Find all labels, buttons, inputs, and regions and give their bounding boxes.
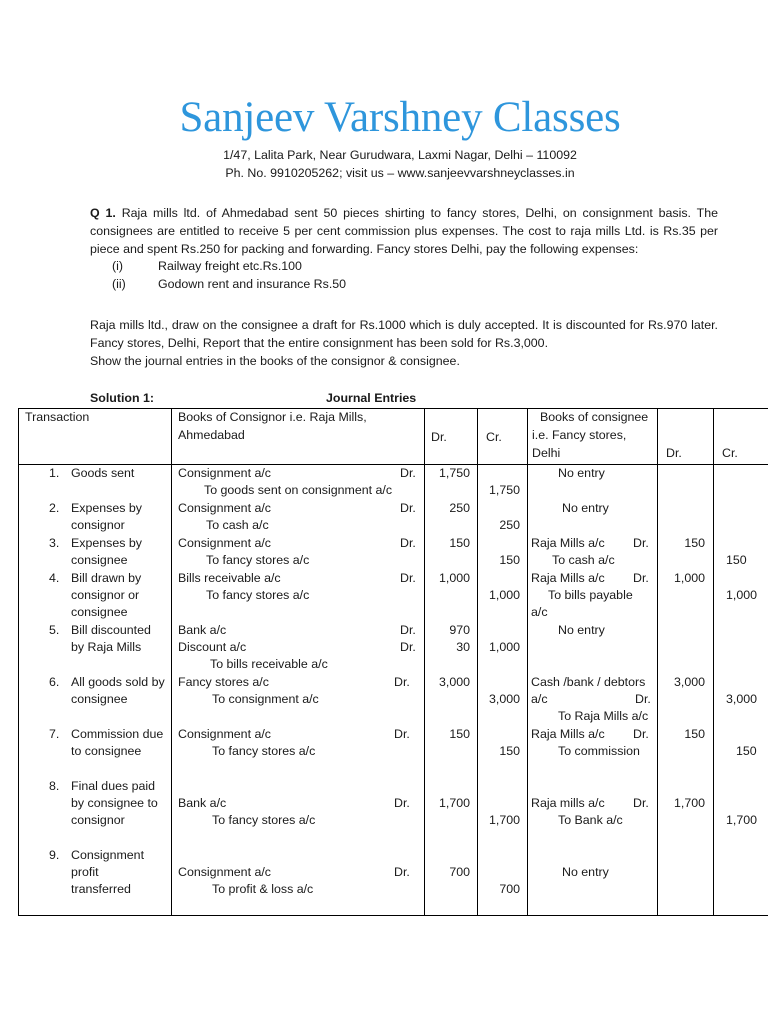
dr-marker: Dr.: [400, 466, 416, 480]
dr-marker: Dr.: [635, 692, 651, 706]
transaction-label: consignor or: [71, 588, 140, 602]
debit-account: Raja Mills a/c: [531, 536, 605, 550]
dr-marker: Dr.: [633, 536, 649, 550]
transaction-label: Expenses by: [71, 536, 142, 550]
row-number: 6.: [49, 675, 60, 689]
credit-account: To commission: [558, 744, 640, 758]
transaction-label: Expenses by: [71, 501, 142, 515]
dr-amount: 250: [449, 501, 470, 515]
solution-label: Solution 1:: [90, 391, 155, 405]
row-number: 8.: [49, 779, 60, 793]
debit-account: Consignment a/c: [178, 501, 271, 515]
header-consignee: Delhi: [532, 446, 561, 460]
row-number: 2.: [49, 501, 60, 515]
header-cr: Cr.: [722, 446, 738, 460]
cr-amount: 3,000: [726, 692, 758, 706]
cr-amount: 150: [736, 744, 757, 758]
credit-account: To bills payable: [548, 588, 633, 602]
list-item-num: (i): [112, 259, 124, 273]
consignor-cr-column: [478, 465, 527, 915]
credit-account: To profit & loss a/c: [212, 882, 314, 896]
debit-account: Consignment a/c: [178, 466, 271, 480]
dr-marker: Dr.: [394, 796, 410, 810]
dr-amount: 30: [456, 640, 470, 654]
transaction-label: consignee: [71, 605, 128, 619]
journal-table: [18, 408, 768, 916]
dr-amount: 1,000: [438, 571, 470, 585]
dr-amount: 700: [449, 865, 470, 879]
cr-amount: 150: [499, 553, 520, 567]
transaction-label: All goods sold by: [71, 675, 165, 689]
debit-account: Consignment a/c: [178, 536, 271, 550]
dr-marker: Dr.: [400, 501, 416, 515]
consignee-cr-column: [714, 465, 768, 915]
credit-account: To consignment a/c: [212, 692, 319, 706]
no-entry: No entry: [558, 623, 605, 637]
credit-account: To fancy stores a/c: [206, 588, 310, 602]
transaction-label: profit: [71, 865, 99, 879]
credit-account: To bills receivable a/c: [210, 657, 328, 671]
debit-account: Consignment a/c: [178, 865, 271, 879]
dr-marker: Dr.: [394, 675, 410, 689]
debit-account: a/c: [531, 692, 548, 706]
dr-marker: Dr.: [633, 727, 649, 741]
header-consignor: Ahmedabad: [178, 428, 245, 442]
transaction-label: consignee: [71, 692, 128, 706]
cr-amount: 150: [499, 744, 520, 758]
cr-amount: 3,000: [488, 692, 520, 706]
contact-info: Ph. No. 9910205262; visit us – www.sanjeevvarshneyclasses.in: [225, 166, 575, 180]
row-number: 5.: [49, 623, 60, 637]
row-number: 7.: [49, 727, 60, 741]
debit-account: Fancy stores a/c: [178, 675, 269, 689]
consignor-dr-column: [425, 465, 477, 915]
credit-account: To Raja Mills a/c: [558, 709, 649, 723]
page-title: Sanjeev Varshney Classes: [179, 94, 621, 141]
dr-amount: 150: [449, 536, 470, 550]
debit-account: Discount a/c: [178, 640, 247, 654]
row-number: 4.: [49, 571, 60, 585]
dr-marker: Dr.: [400, 536, 416, 550]
dr-marker: Dr.: [394, 727, 410, 741]
credit-account: To Bank a/c: [558, 813, 623, 827]
journal-heading: Journal Entries: [326, 391, 417, 405]
credit-account: To goods sent on consignment a/c: [204, 483, 393, 497]
header-consignee: Books of consignee: [540, 410, 649, 424]
dr-amount: 3,000: [438, 675, 470, 689]
cr-amount: 1,700: [488, 813, 520, 827]
cr-amount: 250: [499, 518, 520, 532]
row-number: 3.: [49, 536, 60, 550]
question-paragraph-2: Raja mills ltd., draw on the consignee a draft for Rs.1000 which is duly accepted. It is discounted for Rs.970 later. Fancy stores, Delhi, Report that the entire consignment has been sold for Rs.3,000.: [90, 318, 718, 350]
list-item: Railway freight etc.Rs.100: [158, 259, 302, 273]
question-label: Q 1.: [90, 206, 116, 220]
transaction-label: Commission due: [71, 727, 164, 741]
no-entry: No entry: [562, 501, 609, 515]
header-consignor: Books of Consignor i.e. Raja Mills,: [178, 410, 367, 424]
cr-amount: 1,000: [726, 588, 758, 602]
debit-account: Consignment a/c: [178, 727, 271, 741]
dr-amount: 150: [449, 727, 470, 741]
debit-account: Bank a/c: [178, 623, 227, 637]
dr-marker: Dr.: [394, 865, 410, 879]
consignee-entries: [528, 465, 657, 915]
header-cr: Cr.: [486, 430, 502, 444]
dr-marker: Dr.: [400, 571, 416, 585]
question-text: Raja mills ltd. of Ahmedabad sent 50 pieces shirting to fancy stores, Delhi, on consignment basis. The consignees are entitled to receive 5 per cent commission plus expenses. The cost to raja mills Ltd. is Rs.35 per piece and spent Rs.250 for packing and forwarding. Fancy stores Delhi, pay the following expenses:: [90, 206, 718, 256]
header-consignee: i.e. Fancy stores,: [532, 428, 627, 442]
transaction-label: Goods sent: [71, 466, 135, 480]
list-item: Godown rent and insurance Rs.50: [158, 277, 347, 291]
transaction-label: Final dues paid: [71, 779, 156, 793]
credit-account: To fancy stores a/c: [206, 553, 310, 567]
dr-amount: 150: [684, 536, 705, 550]
cr-amount: 150: [726, 553, 747, 567]
debit-account: Raja mills a/c: [531, 796, 605, 810]
transaction-column: [19, 465, 171, 915]
cr-amount: 1,000: [488, 588, 520, 602]
transaction-label: consignor: [71, 518, 125, 532]
dr-amount: 150: [684, 727, 705, 741]
no-entry: No entry: [558, 466, 605, 480]
dr-marker: Dr.: [400, 623, 416, 637]
credit-account: To cash a/c: [206, 518, 269, 532]
debit-account: Cash /bank / debtors: [531, 675, 646, 689]
consignee-dr-column: [658, 465, 713, 915]
credit-account: To cash a/c: [552, 553, 615, 567]
transaction-label: Consignment: [71, 848, 145, 862]
transaction-label: to consignee: [71, 744, 142, 758]
debit-account: Bank a/c: [178, 796, 227, 810]
transaction-label: by consignee to: [71, 796, 158, 810]
header-dr: Dr.: [666, 446, 682, 460]
debit-account: Raja Mills a/c: [531, 727, 605, 741]
header-dr: Dr.: [431, 430, 447, 444]
debit-account: Bills receivable a/c: [178, 571, 281, 585]
row-number: 1.: [49, 466, 60, 480]
transaction-label: Bill drawn by: [71, 571, 142, 585]
no-entry: No entry: [562, 865, 609, 879]
list-item-num: (ii): [112, 277, 126, 291]
credit-account: To fancy stores a/c: [212, 813, 316, 827]
credit-account: a/c: [531, 605, 548, 619]
dr-amount: 1,700: [673, 796, 705, 810]
transaction-label: consignor: [71, 813, 125, 827]
question-paragraph-3: Show the journal entries in the books of the consignor & consignee.: [90, 354, 460, 368]
dr-amount: 1,000: [673, 571, 705, 585]
transaction-label: consignee: [71, 553, 128, 567]
transaction-label: by Raja Mills: [71, 640, 142, 654]
address: 1/47, Lalita Park, Near Gurudwara, Laxmi Nagar, Delhi – 110092: [223, 148, 577, 162]
row-number: 9.: [49, 848, 60, 862]
cr-amount: 700: [499, 882, 520, 896]
transaction-label: transferred: [71, 882, 131, 896]
dr-amount: 970: [449, 623, 470, 637]
cr-amount: 1,750: [488, 483, 520, 497]
question-paragraph: [90, 204, 718, 258]
dr-amount: 1,750: [438, 466, 470, 480]
consignor-entries: [172, 465, 424, 915]
debit-account: Raja Mills a/c: [531, 571, 605, 585]
dr-amount: 1,700: [438, 796, 470, 810]
transaction-label: Bill discounted: [71, 623, 151, 637]
header-transaction: Transaction: [25, 410, 90, 424]
dr-amount: 3,000: [673, 675, 705, 689]
dr-marker: Dr.: [633, 571, 649, 585]
dr-marker: Dr.: [400, 640, 416, 654]
cr-amount: 1,700: [726, 813, 758, 827]
cr-amount: 1,000: [488, 640, 520, 654]
credit-account: To fancy stores a/c: [212, 744, 316, 758]
dr-marker: Dr.: [633, 796, 649, 810]
